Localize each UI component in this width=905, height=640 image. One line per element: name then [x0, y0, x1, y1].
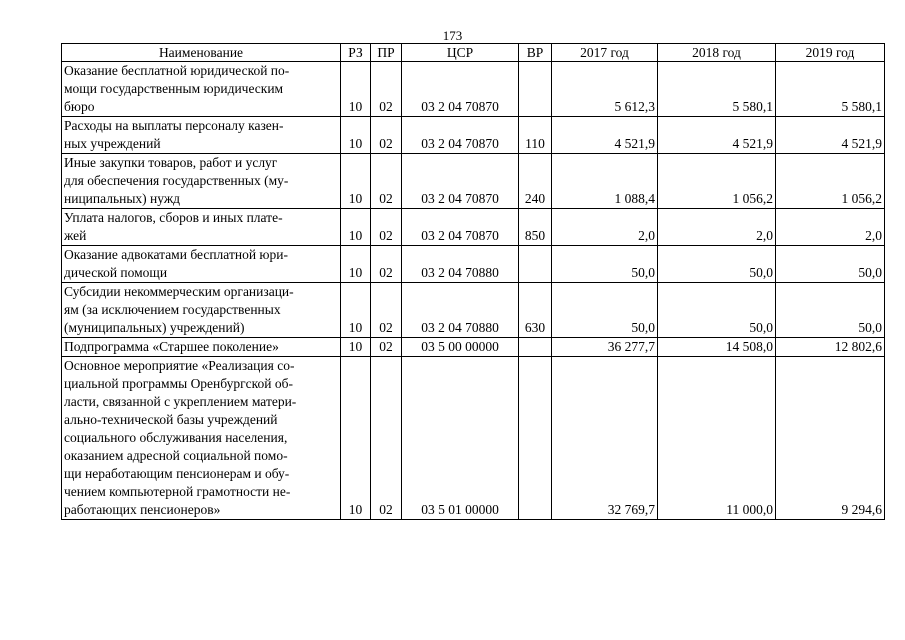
table-row	[62, 357, 885, 520]
row-pr-cell: 02	[371, 62, 402, 117]
row-vr-cell: 110	[519, 117, 552, 154]
row-name-line: оказанием адресной социальной помо-	[64, 448, 288, 463]
row-vr-cell	[519, 357, 552, 520]
row-vr-cell	[519, 246, 552, 283]
row-name-line: ально-технической базы учреждений	[64, 412, 278, 427]
header-2017: 2017 год	[552, 44, 658, 62]
row-name-line: бюро	[64, 99, 95, 114]
table-row	[62, 338, 885, 357]
row-csr-cell: 03 2 04 70870	[402, 209, 519, 246]
table-row	[62, 209, 885, 246]
row-2018-cell: 5 580,1	[658, 62, 776, 117]
row-2019-cell: 12 802,6	[776, 338, 885, 357]
row-2018-cell: 50,0	[658, 283, 776, 338]
row-2017-cell: 36 277,7	[552, 338, 658, 357]
row-name-line: ных учреждений	[64, 136, 161, 151]
row-name-line: социального обслуживания населения,	[64, 430, 288, 445]
row-pr-cell: 02	[371, 209, 402, 246]
budget-table	[61, 43, 885, 520]
header-2019: 2019 год	[776, 44, 885, 62]
table-body	[62, 62, 885, 520]
row-name-cell	[62, 117, 341, 154]
row-vr-cell	[519, 338, 552, 357]
row-2019-cell: 1 056,2	[776, 154, 885, 209]
row-name-line: Оказание адвокатами бесплатной юри-	[64, 247, 288, 262]
row-name-line: щи неработающим пенсионерам и обу-	[64, 466, 290, 481]
row-name-line: циальной программы Оренбургской об-	[64, 376, 293, 391]
row-2017-cell: 50,0	[552, 283, 658, 338]
row-name-line: для обеспечения государственных (му-	[64, 173, 289, 188]
header-csr: ЦСР	[402, 44, 519, 62]
row-rz-cell: 10	[341, 154, 371, 209]
row-name-line: Субсидии некоммерческим организаци-	[64, 284, 294, 299]
row-rz-cell: 10	[341, 338, 371, 357]
row-csr-cell: 03 2 04 70880	[402, 283, 519, 338]
row-name-cell	[62, 338, 341, 357]
table-row	[62, 283, 885, 338]
row-2018-cell: 50,0	[658, 246, 776, 283]
row-name-line: ниципальных) нужд	[64, 191, 181, 206]
row-csr-cell: 03 2 04 70870	[402, 117, 519, 154]
row-rz-cell: 10	[341, 209, 371, 246]
row-name-line: Иные закупки товаров, работ и услуг	[64, 155, 278, 170]
row-csr-cell: 03 2 04 70870	[402, 62, 519, 117]
row-name-line: ласти, связанной с укреплением матери-	[64, 394, 297, 409]
row-csr-cell: 03 2 04 70870	[402, 154, 519, 209]
row-2018-cell: 11 000,0	[658, 357, 776, 520]
table-row	[62, 246, 885, 283]
row-pr-cell: 02	[371, 117, 402, 154]
row-name-line: Основное мероприятие «Реализация со-	[64, 358, 295, 373]
row-2019-cell: 5 580,1	[776, 62, 885, 117]
row-2019-cell: 50,0	[776, 283, 885, 338]
row-2018-cell: 14 508,0	[658, 338, 776, 357]
row-name-cell	[62, 209, 341, 246]
row-2019-cell: 50,0	[776, 246, 885, 283]
row-pr-cell: 02	[371, 357, 402, 520]
row-2017-cell: 5 612,3	[552, 62, 658, 117]
header-row	[62, 44, 885, 62]
row-pr-cell: 02	[371, 246, 402, 283]
row-rz-cell: 10	[341, 246, 371, 283]
table-row	[62, 62, 885, 117]
header-rz: РЗ	[341, 44, 371, 62]
header-name: Наименование	[62, 44, 341, 62]
row-vr-cell: 240	[519, 154, 552, 209]
row-2018-cell: 2,0	[658, 209, 776, 246]
row-name-line: Подпрограмма «Старшее поколение»	[64, 339, 279, 354]
row-2018-cell: 1 056,2	[658, 154, 776, 209]
header-2018: 2018 год	[658, 44, 776, 62]
row-2017-cell: 2,0	[552, 209, 658, 246]
row-name-line: Оказание бесплатной юридической по-	[64, 63, 290, 78]
table-row	[62, 154, 885, 209]
row-vr-cell	[519, 62, 552, 117]
row-rz-cell: 10	[341, 117, 371, 154]
row-2018-cell: 4 521,9	[658, 117, 776, 154]
row-name-line: Расходы на выплаты персоналу казен-	[64, 118, 284, 133]
row-name-line: жей	[64, 228, 87, 243]
row-name-cell	[62, 246, 341, 283]
page-number: 173	[442, 28, 463, 43]
row-pr-cell: 02	[371, 154, 402, 209]
row-csr-cell: 03 5 01 00000	[402, 357, 519, 520]
row-name-line: дической помощи	[64, 265, 168, 280]
row-2017-cell: 4 521,9	[552, 117, 658, 154]
row-2019-cell: 9 294,6	[776, 357, 885, 520]
row-csr-cell: 03 5 00 00000	[402, 338, 519, 357]
row-vr-cell: 850	[519, 209, 552, 246]
row-name-cell	[62, 154, 341, 209]
row-name-line: чением компьютерной грамотности не-	[64, 484, 291, 499]
row-rz-cell: 10	[341, 357, 371, 520]
row-2017-cell: 50,0	[552, 246, 658, 283]
row-name-line: Уплата налогов, сборов и иных плате-	[64, 210, 283, 225]
row-2019-cell: 4 521,9	[776, 117, 885, 154]
row-name-line: мощи государственным юридическим	[64, 81, 284, 96]
header-pr: ПР	[371, 44, 402, 62]
row-name-cell	[62, 357, 341, 520]
row-2017-cell: 32 769,7	[552, 357, 658, 520]
row-name-line: ям (за исключением государственных	[64, 302, 281, 317]
row-2017-cell: 1 088,4	[552, 154, 658, 209]
row-name-line: работающих пенсионеров»	[64, 502, 221, 517]
row-vr-cell: 630	[519, 283, 552, 338]
row-name-line: (муниципальных) учреждений)	[64, 320, 245, 335]
table-row	[62, 117, 885, 154]
row-pr-cell: 02	[371, 338, 402, 357]
row-name-cell	[62, 62, 341, 117]
row-csr-cell: 03 2 04 70880	[402, 246, 519, 283]
row-pr-cell: 02	[371, 283, 402, 338]
row-2019-cell: 2,0	[776, 209, 885, 246]
row-name-cell	[62, 283, 341, 338]
row-rz-cell: 10	[341, 62, 371, 117]
row-rz-cell: 10	[341, 283, 371, 338]
header-vr: ВР	[519, 44, 552, 62]
